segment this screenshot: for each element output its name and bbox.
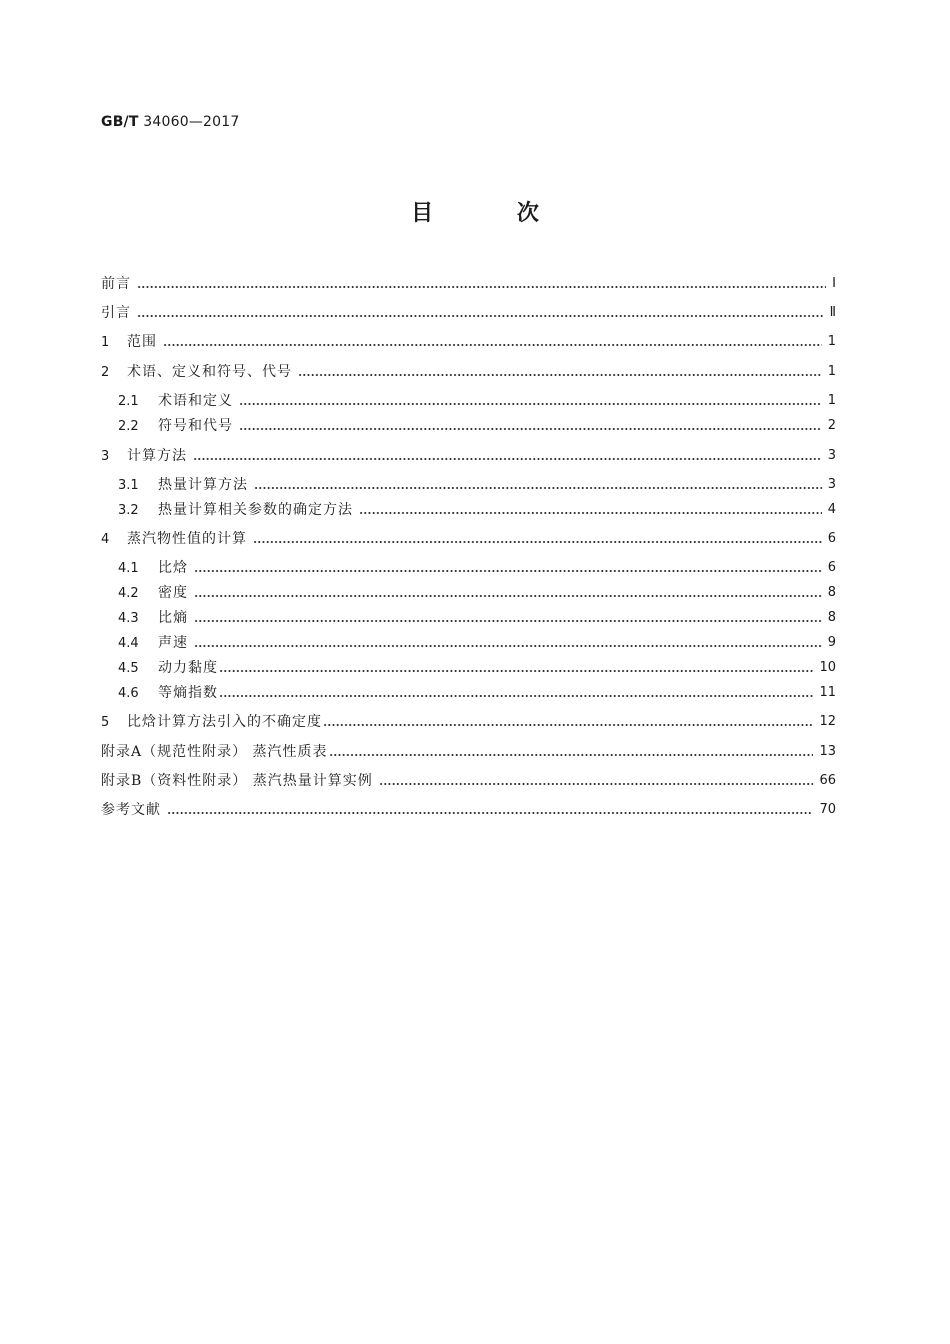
toc-entry-4-6[interactable]	[101, 683, 836, 703]
toc-leader-dots	[239, 416, 822, 436]
toc-entry-label: 5 比焓计算方法引入的不确定度	[101, 712, 322, 733]
toc-entry-4-3[interactable]	[101, 608, 836, 628]
toc-entry-label: 2 术语、定义和符号、代号	[101, 362, 292, 383]
toc-entry-1[interactable]	[101, 332, 836, 352]
toc-section-number: 4.3	[118, 610, 139, 626]
toc-section-number: 2.1	[118, 393, 139, 409]
toc-entry-label: 4.5 动力黏度	[101, 658, 218, 679]
toc-section-number: 1	[101, 334, 110, 350]
toc-section-number: 3.2	[118, 502, 139, 518]
toc-page-number: 6	[827, 560, 836, 575]
toc-entry-appendix-a[interactable]	[101, 742, 836, 762]
toc-page-number: 12	[819, 714, 836, 729]
toc-entry-3-2[interactable]	[101, 500, 836, 520]
toc-entry-appendix-b[interactable]	[101, 771, 836, 791]
toc-page-number: 3	[827, 448, 836, 463]
toc-entry-label: 前言	[101, 276, 131, 292]
toc-page-number: 11	[819, 685, 836, 700]
toc-entry-label: 参考文献	[101, 802, 161, 818]
toc-entry-label: 引言	[101, 305, 131, 321]
toc-leader-dots	[298, 362, 822, 382]
toc-entry-label: 3.1 热量计算方法	[101, 475, 248, 496]
toc-entry-3[interactable]	[101, 446, 836, 466]
toc-section-number: 4.2	[118, 585, 139, 601]
toc-title: 目 次	[411, 201, 577, 226]
toc-entry-2[interactable]	[101, 362, 836, 382]
toc-section-number: 4.5	[118, 660, 139, 676]
toc-section-number: 4.1	[118, 560, 139, 576]
toc-leader-dots	[194, 583, 822, 603]
toc-leader-dots	[239, 391, 822, 411]
toc-section-number: 2	[101, 364, 110, 380]
toc-entry-label: 4.1 比焓	[101, 558, 188, 579]
toc-leader-dots	[194, 633, 822, 653]
toc-leader-dots	[359, 500, 822, 520]
toc-leader-dots	[194, 608, 822, 628]
toc-page-number: 1	[827, 393, 836, 408]
toc-page-number: 1	[827, 364, 836, 379]
toc-page-number: 9	[827, 635, 836, 650]
toc-entry-label: 4.3 比熵	[101, 608, 188, 629]
toc-page-number: Ⅰ	[832, 276, 836, 291]
toc-entry-label: 4.6 等熵指数	[101, 683, 218, 704]
toc-entry-3-1[interactable]	[101, 475, 836, 495]
toc-leader-dots	[323, 712, 813, 732]
toc-section-number: 2.2	[118, 418, 139, 434]
toc-leader-dots	[193, 446, 822, 466]
toc-page-number: 2	[827, 418, 836, 433]
toc-page-number: 13	[819, 744, 836, 759]
toc-entry-4-5[interactable]	[101, 658, 836, 678]
toc-section-number: 3	[101, 448, 110, 464]
toc-entry-2-1[interactable]	[101, 391, 836, 411]
toc-page-number: 8	[827, 610, 836, 625]
toc-section-number: 3.1	[118, 477, 139, 493]
toc-entry-introduction[interactable]	[101, 303, 836, 323]
toc-entry-label: 3.2 热量计算相关参数的确定方法	[101, 500, 353, 521]
toc-entry-label: 2.2 符号和代号	[101, 416, 233, 437]
toc-entry-5[interactable]	[101, 712, 836, 732]
toc-leader-dots	[219, 683, 813, 703]
toc-entry-4-4[interactable]	[101, 633, 836, 653]
toc-entry-label: 1 范围	[101, 332, 157, 353]
toc-entry-foreword[interactable]	[101, 274, 836, 294]
toc-section-number: 4.6	[118, 685, 139, 701]
toc-entry-label: 3 计算方法	[101, 446, 187, 467]
toc-page-number: 6	[827, 531, 836, 546]
toc-entry-label: 附录A（规范性附录） 蒸汽性质表	[101, 744, 328, 760]
toc-entry-label: 4.4 声速	[101, 633, 188, 654]
toc-entry-4-2[interactable]	[101, 583, 836, 603]
toc-leader-dots	[379, 771, 814, 791]
toc-entry-label: 4.2 密度	[101, 583, 188, 604]
toc-section-number: 4.4	[118, 635, 139, 651]
toc-leader-dots	[137, 274, 826, 294]
toc-entry-label: 2.1 术语和定义	[101, 391, 233, 412]
standard-number: 34060—2017	[143, 114, 240, 130]
toc-page-number: 10	[819, 660, 836, 675]
toc-leader-dots	[137, 303, 824, 323]
toc-leader-dots	[194, 558, 822, 578]
toc-leader-dots	[254, 475, 822, 495]
toc-page-number: 66	[819, 773, 836, 788]
toc-leader-dots	[219, 658, 813, 678]
toc-section-number: 5	[101, 714, 110, 730]
standard-prefix: GB/T	[101, 114, 139, 130]
toc-page-number: 3	[827, 477, 836, 492]
toc-entry-4-1[interactable]	[101, 558, 836, 578]
toc-leader-dots	[253, 529, 822, 549]
toc-page-number: 70	[819, 802, 836, 817]
toc-leader-dots	[167, 800, 813, 820]
toc-page-number: Ⅱ	[829, 305, 836, 320]
toc-page-number: 4	[827, 502, 836, 517]
toc-entry-2-2[interactable]	[101, 416, 836, 436]
toc-entry-label: 附录B（资料性附录） 蒸汽热量计算实例	[101, 773, 373, 789]
toc-page-number: 1	[827, 334, 836, 349]
toc-section-number: 4	[101, 531, 110, 547]
standard-code	[101, 114, 239, 130]
toc-entry-references[interactable]	[101, 800, 836, 820]
toc-leader-dots	[329, 742, 814, 762]
toc-entry-label: 4 蒸汽物性值的计算	[101, 529, 247, 550]
toc-page-number: 8	[827, 585, 836, 600]
toc-leader-dots	[163, 332, 822, 352]
toc-entry-4[interactable]	[101, 529, 836, 549]
